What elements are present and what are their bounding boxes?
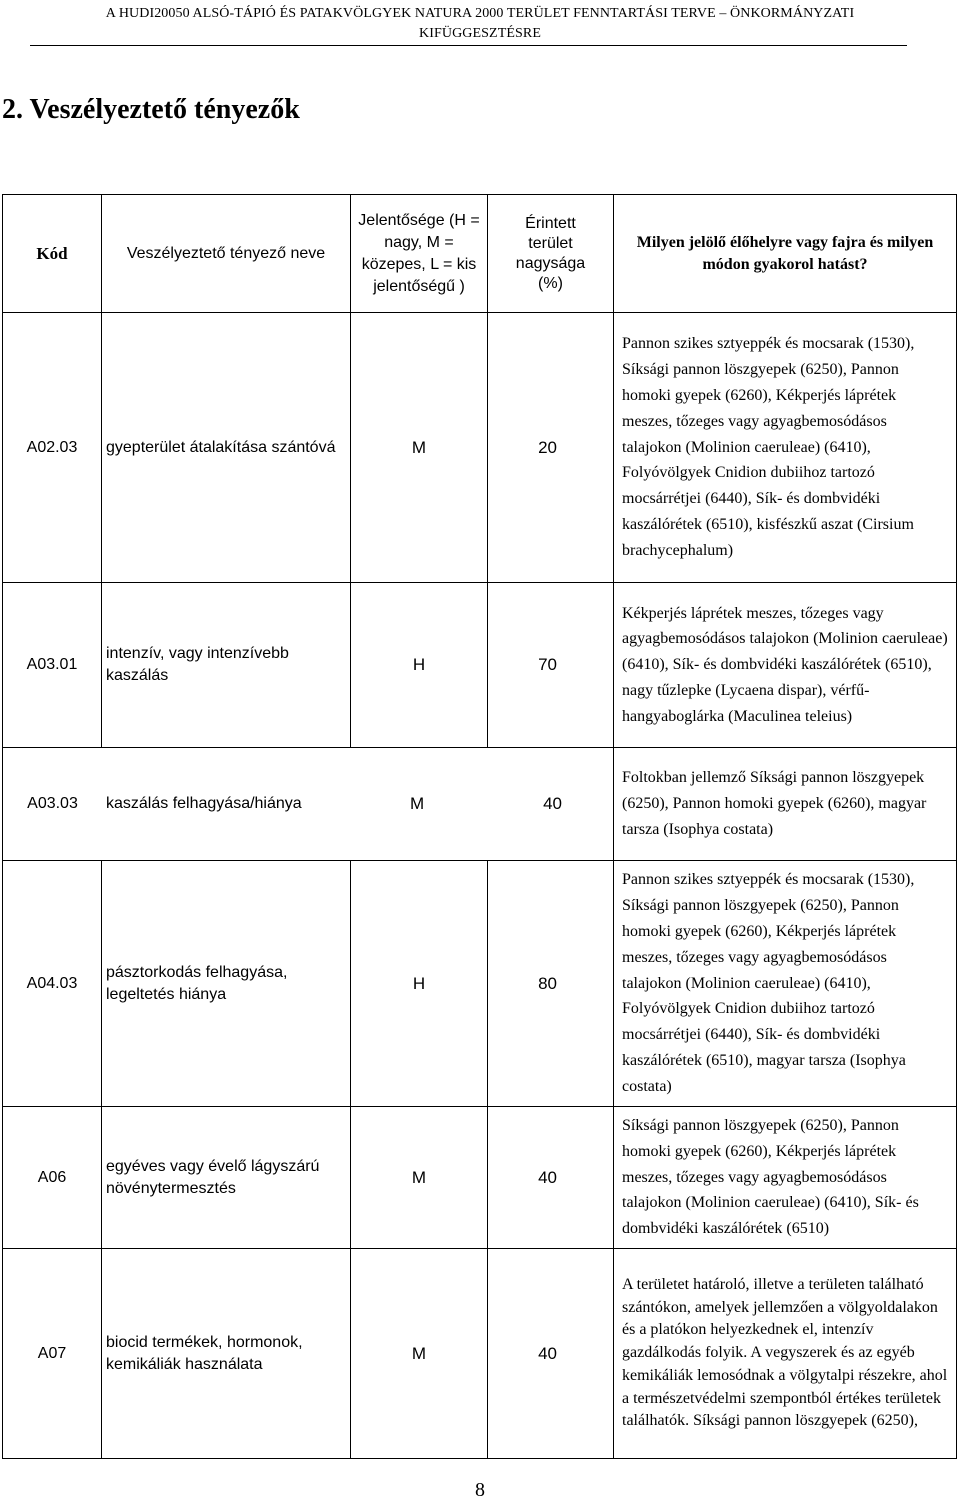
row-effect: A területet határoló, illetve a területen található szántókon, amelyek jellemzően a völgyoldalakon és a platókon helyezkednek el, intenzív gazdálkodás folyik. A vegyszerek és az egyéb kemikáliák lemosódnak a völgytalpi részekre, ahol a természetvédelmi szempontból értékes területek találhatók. Síksági pannon löszgyepek (6250), — [614, 1249, 957, 1459]
row-effect: Foltokban jellemző Síksági pannon löszgyepek (6250), Pannon homoki gyepek (6260), magyar tarsza (Isophya costata) — [614, 748, 957, 861]
header-area: Érintett terület nagysága (%) — [488, 195, 614, 313]
table-row — [3, 313, 957, 583]
row-significance: M — [351, 313, 488, 583]
row-code: A07 — [3, 1249, 102, 1459]
row-name: gyepterület átalakítása szántóvá — [102, 313, 351, 583]
header-name: Veszélyeztető tényező neve — [102, 195, 351, 313]
table-row — [3, 1107, 957, 1249]
row-code: A02.03 — [3, 313, 102, 583]
row-area: 80 — [488, 861, 614, 1107]
row-area: 70 — [488, 583, 614, 748]
row-effect: Síksági pannon löszgyepek (6250), Pannon homoki gyepek (6260), Kékperjés láprétek meszes, tőzeges vagy agyagbemosódásos talajokon (Molinion caeruleae) (6410), Sík- és dombvidéki kaszálórétek (6510) — [614, 1107, 957, 1249]
row-code: A06 — [3, 1107, 102, 1249]
row-code: A03.01 — [3, 583, 102, 748]
row-name: biocid termékek, hormonok, kemikáliák használata — [102, 1249, 351, 1459]
threats-table — [2, 194, 957, 1459]
header-effect: Milyen jelölő élőhelyre vagy fajra és milyen módon gyakorol hatást? — [614, 195, 957, 313]
document-header — [0, 4, 960, 44]
row-effect: Kékperjés láprétek meszes, tőzeges vagy agyagbemosódásos talajokon (Molinion caeruleae) (6410), Sík- és dombvidéki kaszálórétek (6510), nagy tűzlepke (Lycaena dispar), vérfű-hangyaboglárka (Maculinea teleius) — [614, 583, 957, 748]
table-header-row — [3, 195, 957, 313]
row-name: pásztorkodás felhagyása, legeltetés hiánya — [102, 861, 351, 1107]
row-effect: Pannon szikes sztyeppék és mocsarak (1530), Síksági pannon löszgyepek (6250), Pannon homoki gyepek (6260), Kékperjés láprétek meszes, tőzeges vagy agyagbemosódásos talajokon (Molinion caeruleae) (6410), Folyóvölgyek Cnidion dubiihoz tartozó mocsárrétjei (6440), Sík- és dombvidéki kaszálórétek (6510), kisfészkű aszat (Cirsium brachycephalum) — [614, 313, 957, 583]
row-significance: H — [351, 583, 488, 748]
row-area: 40 — [543, 794, 562, 813]
header-line-2: KIFÜGGESZTÉSRE — [419, 26, 541, 41]
table-row — [3, 861, 957, 1107]
row-merged-cell — [3, 748, 614, 861]
row-significance: M — [351, 1249, 488, 1459]
row-name: intenzív, vagy intenzívebb kaszálás — [102, 583, 351, 748]
row-effect: Pannon szikes sztyeppék és mocsarak (1530), Síksági pannon löszgyepek (6250), Pannon homoki gyepek (6260), Kékperjés láprétek meszes, tőzeges vagy agyagbemosódásos talajokon (Molinion caeruleae) (6410), Folyóvölgyek Cnidion dubiihoz tartozó mocsárrétjei (6440), Sík- és dombvidéki kaszálórétek (6510), magyar tarsza (Isophya costata) — [614, 861, 957, 1107]
table-row — [3, 748, 957, 861]
row-code: A04.03 — [3, 861, 102, 1107]
row-area: 40 — [488, 1107, 614, 1249]
row-name: kaszálás felhagyása/hiánya — [106, 795, 302, 812]
page-number: 8 — [475, 1479, 485, 1501]
row-code: A03.03 — [27, 795, 78, 812]
table-row — [3, 583, 957, 748]
row-significance: M — [410, 794, 425, 813]
row-area: 40 — [488, 1249, 614, 1459]
header-code: Kód — [3, 195, 102, 313]
row-significance: M — [351, 1107, 488, 1249]
row-significance: H — [351, 861, 488, 1107]
header-line-1: A HUDI20050 ALSÓ-TÁPIÓ ÉS PATAKVÖLGYEK NATURA 2000 TERÜLET FENNTARTÁSI TERVE – ÖNKORMÁNYZATI — [105, 6, 855, 21]
table-row — [3, 1249, 957, 1459]
header-divider — [30, 45, 907, 46]
section-title: 2. Veszélyeztető tényezők — [2, 94, 300, 125]
row-area: 20 — [488, 313, 614, 583]
header-significance: Jelentősége (H = nagy, M = közepes, L = kis jelentőségű ) — [351, 195, 488, 313]
row-name: egyéves vagy évelő lágyszárú növénytermesztés — [102, 1107, 351, 1249]
